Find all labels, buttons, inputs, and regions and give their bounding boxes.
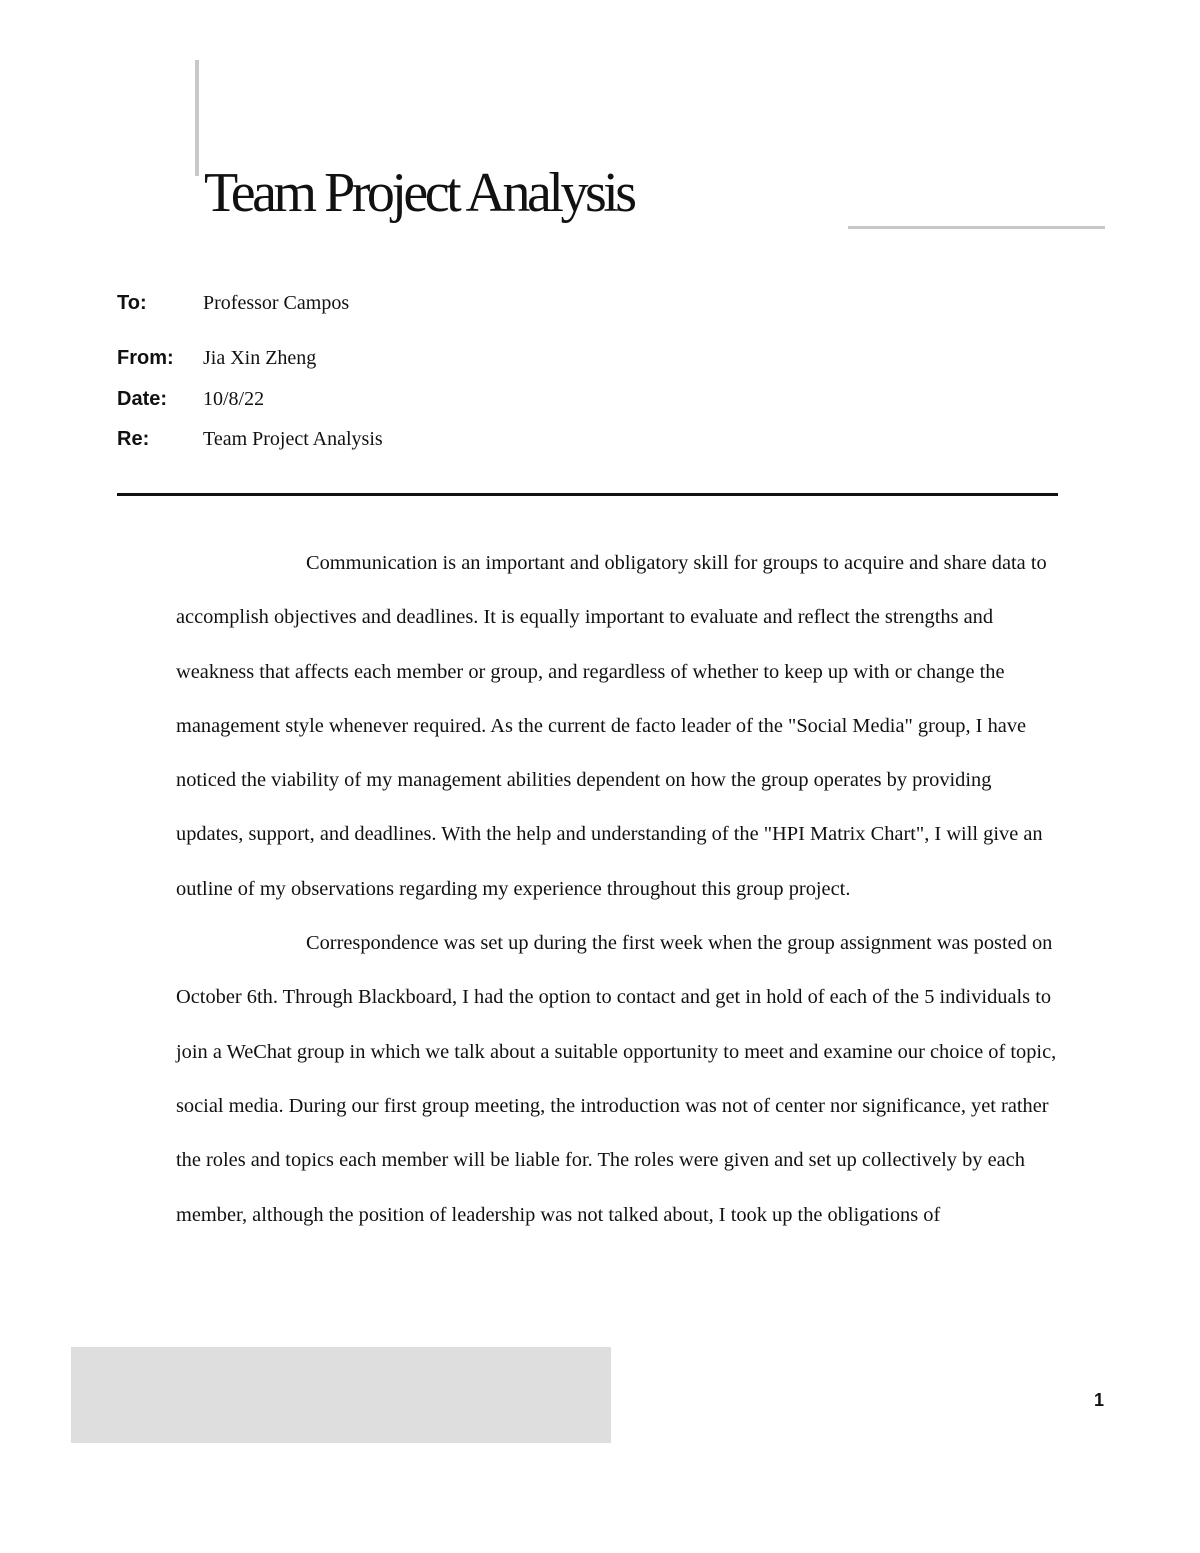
memo-re-label: Re: [117, 428, 150, 450]
memo-date-label: Date: [117, 388, 168, 410]
memo-body [176, 536, 1060, 1242]
title-accent-bar [195, 60, 199, 176]
body-paragraph-1: Communication is an important and obligatory skill for groups to acquire and share data to accomplish objectives and deadlines. It is equally important to evaluate and reflect the strengths and weakness that affects each member or group, and regardless of whether to keep up with or change the management style whenever required. As the current de facto leader of the "Social Media" group, I have noticed the viability of my management abilities dependent on how the group operates by providing updates, support, and deadlines. With the help and understanding of the "HPI Matrix Chart", I will give an outline of my observations regarding my experience throughout this group project. [176, 552, 1047, 900]
memo-date-value: 10/8/22 [203, 388, 265, 410]
page-number: 1 [1094, 1390, 1105, 1410]
memo-divider [117, 493, 1058, 496]
title-accent-rule [848, 226, 1105, 229]
memo-from-label: From: [117, 347, 174, 369]
footer-shaded-box [71, 1347, 611, 1443]
memo-to-value: Professor Campos [203, 292, 350, 314]
page-title: Team Project Analysis [204, 162, 634, 224]
memo-from-value: Jia Xin Zheng [203, 347, 317, 369]
memo-re-value: Team Project Analysis [203, 428, 383, 450]
body-paragraph-2: Correspondence was set up during the first week when the group assignment was posted on October 6th. Through Blackboard, I had the option to contact and get in hold of each of the 5 individuals to join a WeChat group in which we talk about a suitable opportunity to meet and examine our choice of topic, social media. During our first group meeting, the introduction was not of center nor significance, yet rather the roles and topics each member will be liable for. The roles were given and set up collectively by each member, although the position of leadership was not talked about, I took up the obligations of [176, 932, 1057, 1226]
memo-to-label: To: [117, 292, 147, 314]
